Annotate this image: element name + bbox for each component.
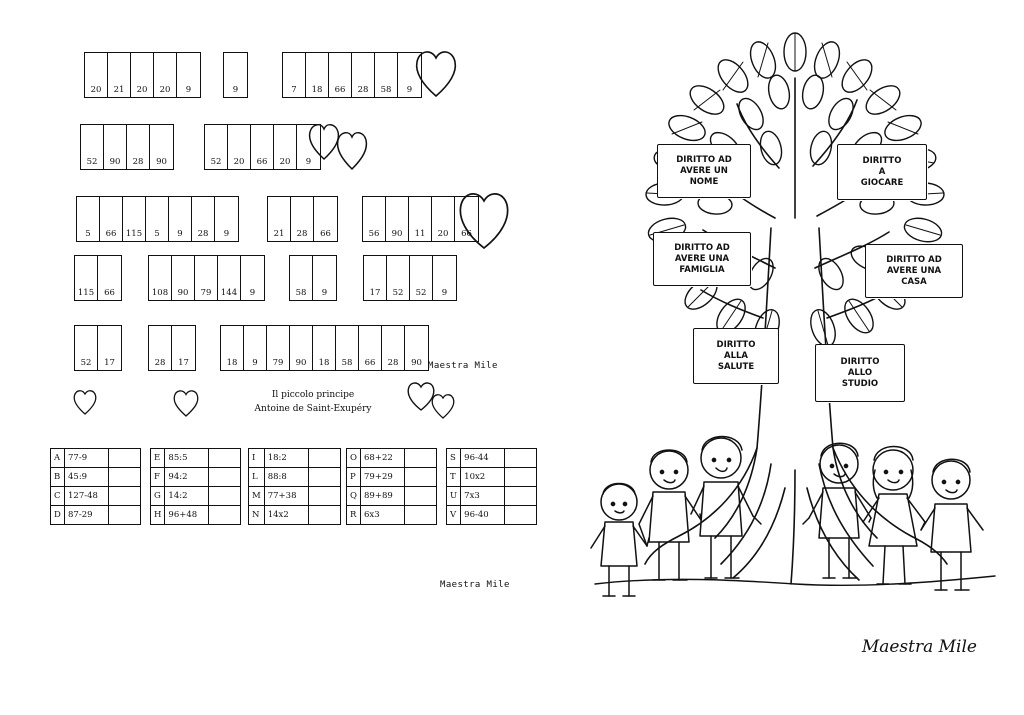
code-cell[interactable]: 90 (411, 358, 422, 368)
sign-nome[interactable] (657, 144, 751, 198)
code-group[interactable] (282, 52, 422, 98)
sign-line: ALLO (847, 367, 873, 378)
code-cell[interactable]: 20 (432, 197, 455, 241)
op-letter: T (447, 468, 461, 487)
op-expression: 87-29 (65, 506, 109, 525)
code-cell[interactable]: 144 (218, 256, 241, 300)
op-answer[interactable] (209, 449, 241, 468)
code-cell[interactable]: 9 (169, 197, 192, 241)
code-cell[interactable]: 28 (352, 53, 375, 97)
code-cell[interactable]: 9 (321, 288, 328, 298)
op-answer[interactable] (308, 449, 340, 468)
code-group[interactable] (204, 124, 321, 170)
code-cell[interactable]: 9 (185, 85, 192, 95)
op-answer[interactable] (505, 487, 537, 506)
op-letter: P (347, 468, 361, 487)
worksheet-signature: Maestra Mile (428, 361, 498, 371)
table-row[interactable] (347, 449, 437, 468)
op-expression: 68+22 (361, 449, 405, 468)
code-cell[interactable]: 9 (223, 229, 230, 239)
code-cell[interactable]: 90 (386, 197, 409, 241)
op-expression: 79+29 (361, 468, 405, 487)
op-expression: 96+48 (165, 506, 209, 525)
op-answer[interactable] (405, 449, 437, 468)
code-cell[interactable]: 20 (131, 53, 154, 97)
code-cell[interactable]: 20 (228, 125, 251, 169)
op-letter: S (447, 449, 461, 468)
op-answer[interactable] (109, 468, 141, 487)
code-row (80, 124, 343, 170)
code-cell[interactable]: 79 (267, 326, 290, 370)
table-row[interactable] (151, 449, 241, 468)
op-answer[interactable] (505, 468, 537, 487)
code-group[interactable] (74, 325, 122, 371)
code-group[interactable] (363, 255, 457, 301)
sign-line: DIRITTO (840, 356, 880, 367)
code-row (76, 196, 501, 242)
code-cell[interactable]: 66 (320, 229, 331, 239)
code-cell[interactable]: 52 (81, 125, 104, 169)
code-group[interactable] (76, 196, 239, 242)
operations-table (446, 448, 537, 525)
heart-icon (455, 184, 513, 252)
code-group[interactable] (80, 124, 174, 170)
sign-line: CASA (901, 276, 927, 287)
code-cell[interactable]: 9 (441, 288, 448, 298)
op-answer[interactable] (505, 506, 537, 525)
code-cell[interactable]: 90 (156, 157, 167, 167)
code-cell[interactable]: 52 (75, 326, 98, 370)
code-cell[interactable]: 28 (149, 326, 172, 370)
op-answer[interactable] (308, 506, 340, 525)
code-cell[interactable]: 52 (205, 125, 228, 169)
book-title-line-2: Antoine de Saint-Exupéry (254, 404, 372, 414)
op-expression: 7x3 (461, 487, 505, 506)
sign-line: DIRITTO (862, 155, 902, 166)
code-cell[interactable]: 9 (244, 326, 267, 370)
code-cell[interactable]: 5 (77, 197, 100, 241)
code-cell[interactable]: 20 (85, 53, 108, 97)
heart-icon (334, 126, 370, 172)
op-letter: B (51, 468, 65, 487)
op-expression: 96-40 (461, 506, 505, 525)
op-expression: 18:2 (264, 449, 308, 468)
op-letter: N (249, 506, 265, 525)
code-cell[interactable]: 66 (100, 197, 123, 241)
code-cell[interactable]: 18 (306, 53, 329, 97)
table-row[interactable] (151, 506, 241, 525)
code-cell[interactable]: 90 (172, 256, 195, 300)
tree-svg (575, 18, 1015, 628)
code-row (84, 52, 444, 98)
op-letter: H (151, 506, 165, 525)
book-title (228, 388, 398, 416)
code-cell[interactable]: 11 (409, 197, 432, 241)
op-answer[interactable] (109, 506, 141, 525)
sign-salute[interactable] (693, 328, 779, 384)
table-row[interactable] (51, 506, 141, 525)
sign-line: A (878, 166, 886, 177)
code-cell[interactable]: 5 (146, 197, 169, 241)
table-row[interactable] (347, 487, 437, 506)
sign-line: FAMIGLIA (679, 264, 725, 275)
code-group[interactable] (267, 196, 338, 242)
tree-signature: Maestra Mile (861, 637, 977, 657)
code-group[interactable] (84, 52, 201, 98)
op-expression: 45:9 (65, 468, 109, 487)
table-row[interactable] (51, 487, 141, 506)
table-row[interactable] (249, 487, 341, 506)
code-cell[interactable]: 108 (149, 256, 172, 300)
sign-line: NOME (689, 176, 719, 187)
code-cell[interactable]: 66 (104, 288, 115, 298)
op-expression: 10x2 (461, 468, 505, 487)
code-cell[interactable]: 18 (313, 326, 336, 370)
rights-tree-page (566, 0, 1024, 715)
table-row[interactable] (447, 468, 537, 487)
op-letter: L (249, 468, 265, 487)
op-letter: G (151, 487, 165, 506)
sign-casa[interactable] (865, 244, 963, 298)
tree-illustration (575, 18, 1015, 628)
code-cell[interactable]: 28 (291, 197, 314, 241)
code-cell[interactable]: 58 (375, 53, 398, 97)
op-answer[interactable] (308, 487, 340, 506)
code-cell[interactable]: 28 (127, 125, 150, 169)
code-cell[interactable]: 21 (108, 53, 131, 97)
sign-giocare[interactable] (837, 144, 927, 200)
op-expression: 88:8 (264, 468, 308, 487)
code-group[interactable] (148, 325, 196, 371)
code-cell[interactable]: 79 (195, 256, 218, 300)
heart-icon (72, 386, 98, 416)
sign-famiglia[interactable] (653, 232, 751, 286)
sign-line: AVERE UN (680, 165, 728, 176)
op-expression: 85:5 (165, 449, 209, 468)
heart-icon (412, 42, 460, 100)
table-row[interactable] (151, 487, 241, 506)
sign-line: DIRITTO AD (886, 254, 942, 265)
operations-table (248, 448, 341, 525)
code-cell[interactable]: 58 (290, 256, 313, 300)
sign-studio[interactable] (815, 344, 905, 402)
code-cell[interactable]: 9 (249, 288, 256, 298)
operations-table (346, 448, 437, 525)
table-row[interactable] (249, 506, 341, 525)
op-answer[interactable] (209, 487, 241, 506)
code-cell[interactable]: 52 (387, 256, 410, 300)
op-answer[interactable] (109, 449, 141, 468)
op-answer[interactable] (405, 468, 437, 487)
sign-line: DIRITTO AD (674, 242, 730, 253)
code-cell[interactable]: 58 (336, 326, 359, 370)
op-letter: E (151, 449, 165, 468)
code-cell[interactable]: 17 (104, 358, 115, 368)
code-group[interactable] (220, 325, 429, 371)
code-group[interactable] (223, 52, 248, 98)
op-letter: Q (347, 487, 361, 506)
code-cell[interactable]: 9 (305, 157, 312, 167)
code-cell[interactable]: 90 (104, 125, 127, 169)
op-expression: 89+89 (361, 487, 405, 506)
code-cell[interactable]: 9 (406, 85, 413, 95)
worksheet-signature-bottom: Maestra Mile (440, 580, 510, 590)
book-title-line-1: Il piccolo principe (271, 390, 355, 400)
op-letter: V (447, 506, 461, 525)
code-cell[interactable]: 18 (221, 326, 244, 370)
code-cell[interactable]: 90 (290, 326, 313, 370)
code-cell[interactable]: 21 (268, 197, 291, 241)
op-letter: M (249, 487, 265, 506)
code-cell[interactable]: 9 (232, 85, 239, 95)
table-row[interactable] (151, 468, 241, 487)
heart-icon (430, 390, 456, 420)
sign-line: DIRITTO (716, 339, 756, 350)
code-cell[interactable]: 7 (283, 53, 306, 97)
code-cell[interactable]: 56 (363, 197, 386, 241)
code-group[interactable] (74, 255, 122, 301)
code-cell[interactable]: 115 (123, 197, 146, 241)
code-cell[interactable]: 115 (75, 256, 98, 300)
sign-line: ALLA (723, 350, 748, 361)
heart-icon (172, 386, 200, 418)
op-answer[interactable] (405, 487, 437, 506)
op-letter: F (151, 468, 165, 487)
code-group[interactable] (148, 255, 265, 301)
code-cell[interactable]: 20 (154, 53, 177, 97)
op-expression: 94:2 (165, 468, 209, 487)
sign-line: AVERE UNA (886, 265, 942, 276)
op-expression: 14:2 (165, 487, 209, 506)
op-letter: U (447, 487, 461, 506)
table-row[interactable] (447, 506, 537, 525)
op-answer[interactable] (109, 487, 141, 506)
table-row[interactable] (447, 449, 537, 468)
operations-table (150, 448, 241, 525)
op-expression: 14x2 (264, 506, 308, 525)
sign-line: SALUTE (717, 361, 755, 372)
table-row[interactable] (447, 487, 537, 506)
code-cell[interactable]: 17 (364, 256, 387, 300)
code-cell[interactable]: 66 (251, 125, 274, 169)
sign-line: STUDIO (841, 378, 879, 389)
code-row (74, 325, 451, 371)
table-row[interactable] (51, 468, 141, 487)
op-letter: O (347, 449, 361, 468)
op-expression: 77+38 (264, 487, 308, 506)
table-row[interactable] (249, 449, 341, 468)
table-row[interactable] (249, 468, 341, 487)
op-expression: 96-44 (461, 449, 505, 468)
op-answer[interactable] (505, 449, 537, 468)
code-cell[interactable]: 66 (461, 229, 472, 239)
op-expression: 77-9 (65, 449, 109, 468)
op-letter: I (249, 449, 265, 468)
code-cell[interactable]: 52 (410, 256, 433, 300)
table-row[interactable] (347, 506, 437, 525)
op-expression: 127-48 (65, 487, 109, 506)
op-letter: C (51, 487, 65, 506)
code-cell[interactable]: 28 (382, 326, 405, 370)
sign-line: AVERE UNA (674, 253, 730, 264)
code-row (74, 255, 479, 301)
code-cell[interactable]: 66 (329, 53, 352, 97)
op-answer[interactable] (209, 468, 241, 487)
code-cell[interactable]: 28 (192, 197, 215, 241)
sign-line: GIOCARE (860, 177, 904, 188)
table-row[interactable] (51, 449, 141, 468)
op-answer[interactable] (209, 506, 241, 525)
sign-line: DIRITTO AD (676, 154, 732, 165)
code-cell[interactable]: 17 (178, 358, 189, 368)
code-cell[interactable]: 66 (359, 326, 382, 370)
op-letter: D (51, 506, 65, 525)
op-expression: 6x3 (361, 506, 405, 525)
op-letter: A (51, 449, 65, 468)
op-answer[interactable] (308, 468, 340, 487)
code-cell[interactable]: 20 (274, 125, 297, 169)
table-row[interactable] (347, 468, 437, 487)
op-answer[interactable] (405, 506, 437, 525)
op-letter: R (347, 506, 361, 525)
code-group[interactable] (289, 255, 337, 301)
operations-table (50, 448, 141, 525)
